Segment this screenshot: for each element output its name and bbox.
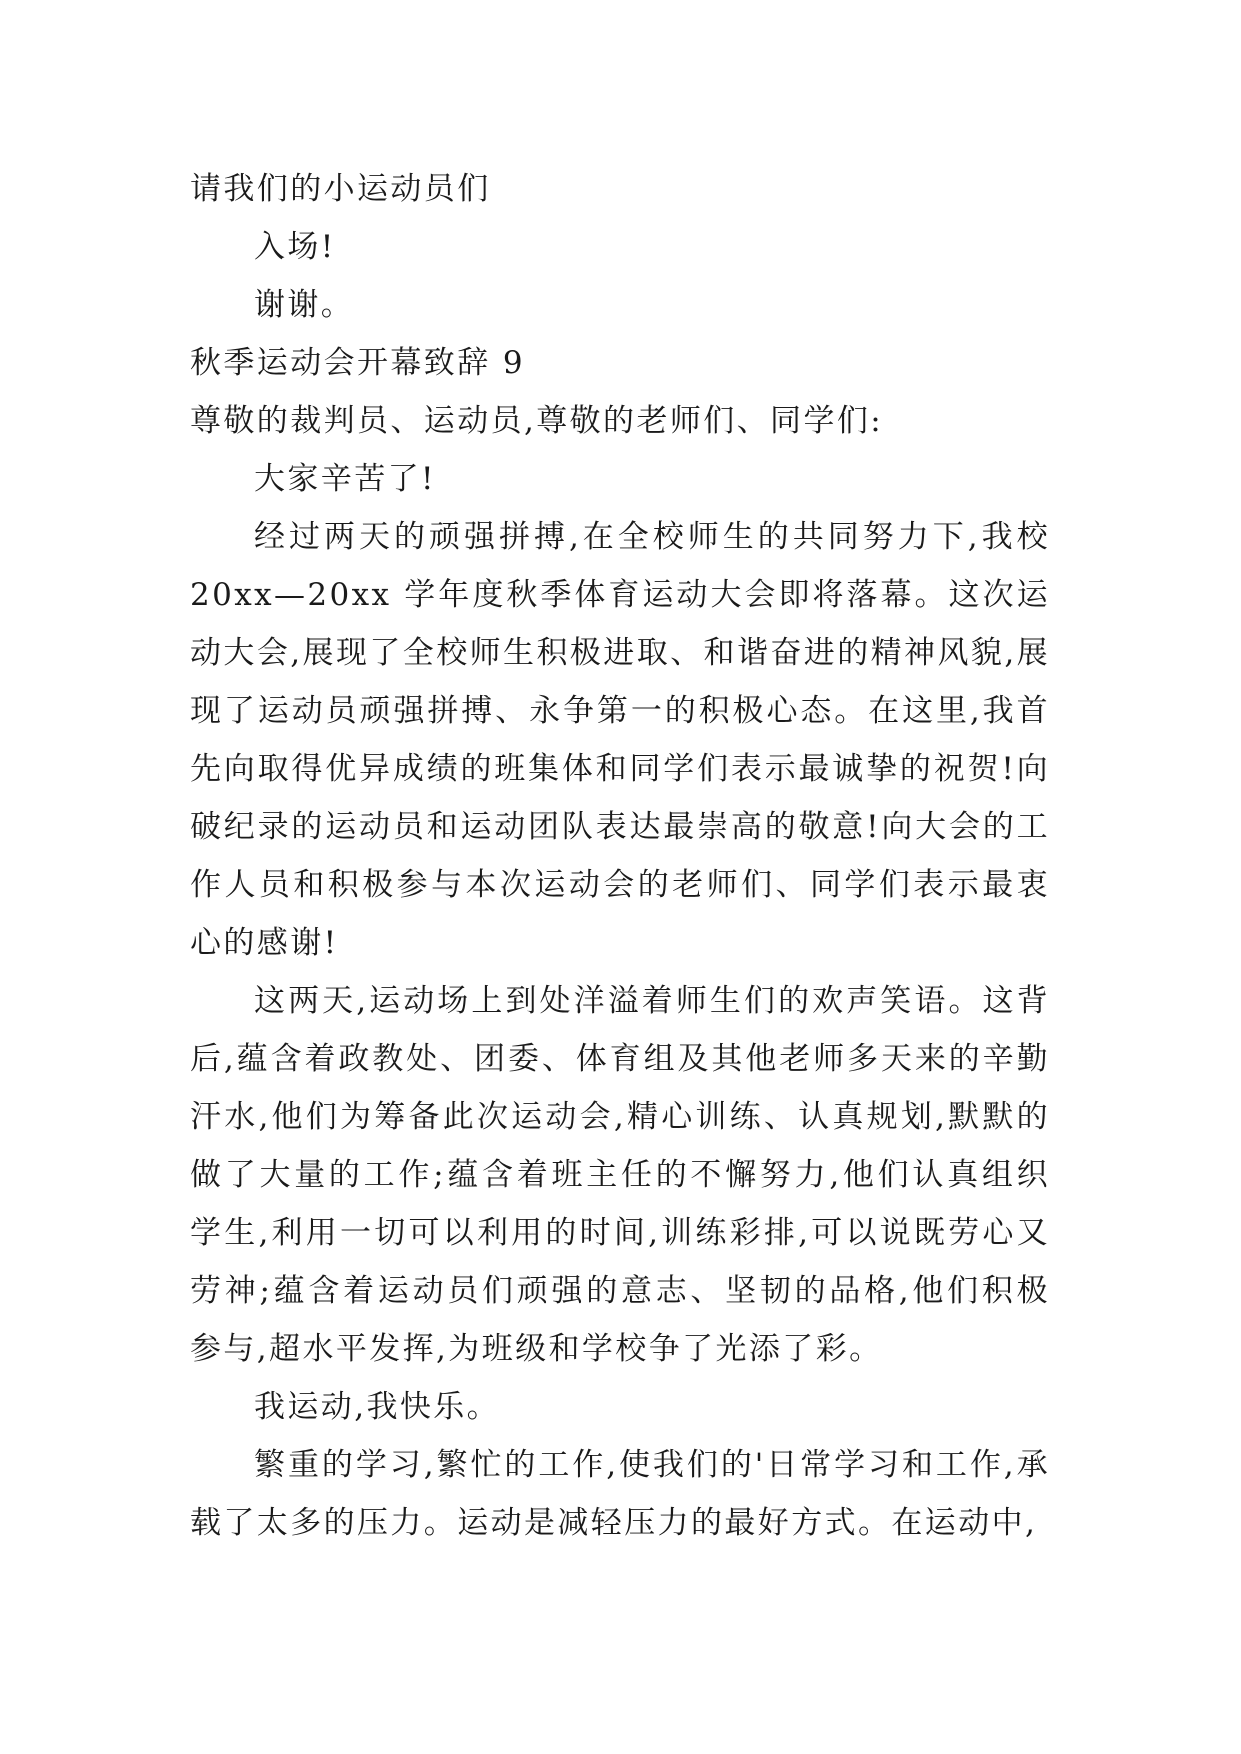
paragraph-3: 我运动,我快乐。: [254, 1389, 501, 1425]
section-title: 秋季运动会开幕致辞 9: [190, 345, 525, 381]
paragraph-4: 繁重的学习,繁忙的工作,使我们的'日常学习和工作,承载了太多的压力。运动是减轻压力的最好方式。在运动中,: [190, 1447, 1050, 1541]
paragraph-1: 经过两天的顽强拼搏,在全校师生的共同努力下,我校 20xx—20xx 学年度秋季体育运动大会即将落幕。这次运动大会,展现了全校师生积极进取、和谐奋进的精神风貌,展现了运动员顽强拼搏、永争第一的积极心态。在这里,我首先向取得优异成绩的班集体和同学们表示最诚挚的祝贺!向破纪录的运动员和运动团队表达最崇高的敬意!向大会的工作人员和积极参与本次运动会的老师们、同学们表示最衷心的感谢!: [190, 519, 1050, 961]
document-body: [190, 160, 1050, 1552]
text-line-invite: 请我们的小运动员们: [190, 171, 491, 207]
paragraph-2: 这两天,运动场上到处洋溢着师生们的欢声笑语。这背后,蕴含着政教处、团委、体育组及其他老师多天来的辛勤汗水,他们为筹备此次运动会,精心训练、认真规划,默默的做了大量的工作;蕴含着班主任的不懈努力,他们认真组织学生,利用一切可以利用的时间,训练彩排,可以说既劳心又劳神;蕴含着运动员们顽强的意志、坚韧的品格,他们积极参与,超水平发挥,为班级和学校争了光添了彩。: [190, 983, 1050, 1367]
salutation: 尊敬的裁判员、运动员,尊敬的老师们、同学们:: [190, 403, 884, 439]
text-line-thanks: 谢谢。: [254, 287, 355, 323]
text-line-enter: 入场!: [254, 229, 336, 265]
greeting: 大家辛苦了!: [254, 461, 436, 497]
